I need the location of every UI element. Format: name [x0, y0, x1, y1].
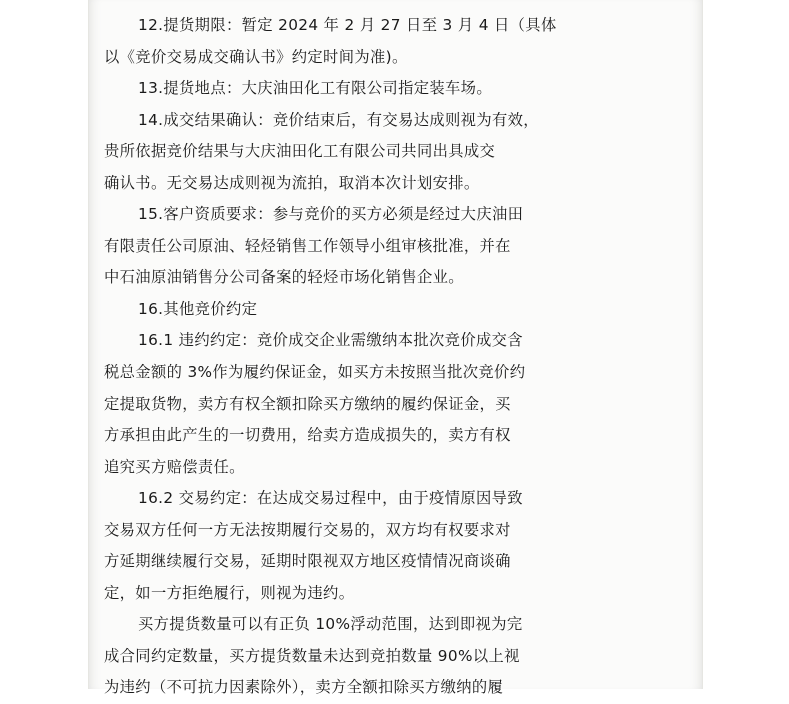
text-line: 16.2 交易约定：在达成交易过程中，由于疫情原因导致 [138, 489, 523, 508]
text-line: 15.客户资质要求：参与竞价的买方必须是经过大庆油田 [138, 205, 524, 224]
text-line: 方延期继续履行交易，延期时限视双方地区疫情情况商谈确 [104, 552, 511, 571]
text-line: 13.提货地点：大庆油田化工有限公司指定装车场。 [138, 79, 492, 98]
text-line: 中石油原油销售分公司备案的轻烃市场化销售企业。 [104, 268, 464, 287]
text-line: 16.1 违约约定：竞价成交企业需缴纳本批次竞价成交含 [138, 331, 523, 350]
text-line: 税总金额的 3%作为履约保证金，如买方未按照当批次竞价约 [104, 363, 526, 382]
text-line: 以《竞价交易成交确认书》约定时间为准)。 [104, 47, 408, 66]
text-line: 14.成交结果确认：竞价结束后，有交易达成则视为有效， [138, 110, 539, 129]
text-line: 为违约（不可抗力因素除外），卖方全额扣除买方缴纳的履 [104, 678, 504, 697]
section-heading: 16.其他竞价约定 [138, 299, 258, 318]
text-line: 定提取货物，卖方有权全额扣除买方缴纳的履约保证金，买 [104, 394, 511, 413]
text-line: 方承担由此产生的一切费用，给卖方造成损失的，卖方有权 [104, 426, 511, 445]
document-body [104, 0, 624, 704]
text-line: 定，如一方拒绝履行，则视为违约。 [104, 583, 355, 602]
text-line: 成合同约定数量，买方提货数量未达到竞拍数量 90%以上视 [104, 646, 520, 665]
text-line: 买方提货数量可以有正负 10%浮动范围，达到即视为完 [138, 615, 523, 634]
text-line: 确认书。无交易达成则视为流拍，取消本次计划安排。 [104, 173, 480, 192]
text-line: 贵所依据竞价结果与大庆油田化工有限公司共同出具成交 [104, 142, 496, 161]
text-line: 有限责任公司原油、轻烃销售工作领导小组审核批准，并在 [104, 236, 511, 255]
text-line: 12.提货期限：暂定 2024 年 2 月 27 日至 3 月 4 日（具体 [138, 16, 557, 34]
text-line: 交易双方任何一方无法按期履行交易的，双方均有权要求对 [104, 520, 511, 539]
text-line: 追究买方赔偿责任。 [104, 457, 245, 476]
